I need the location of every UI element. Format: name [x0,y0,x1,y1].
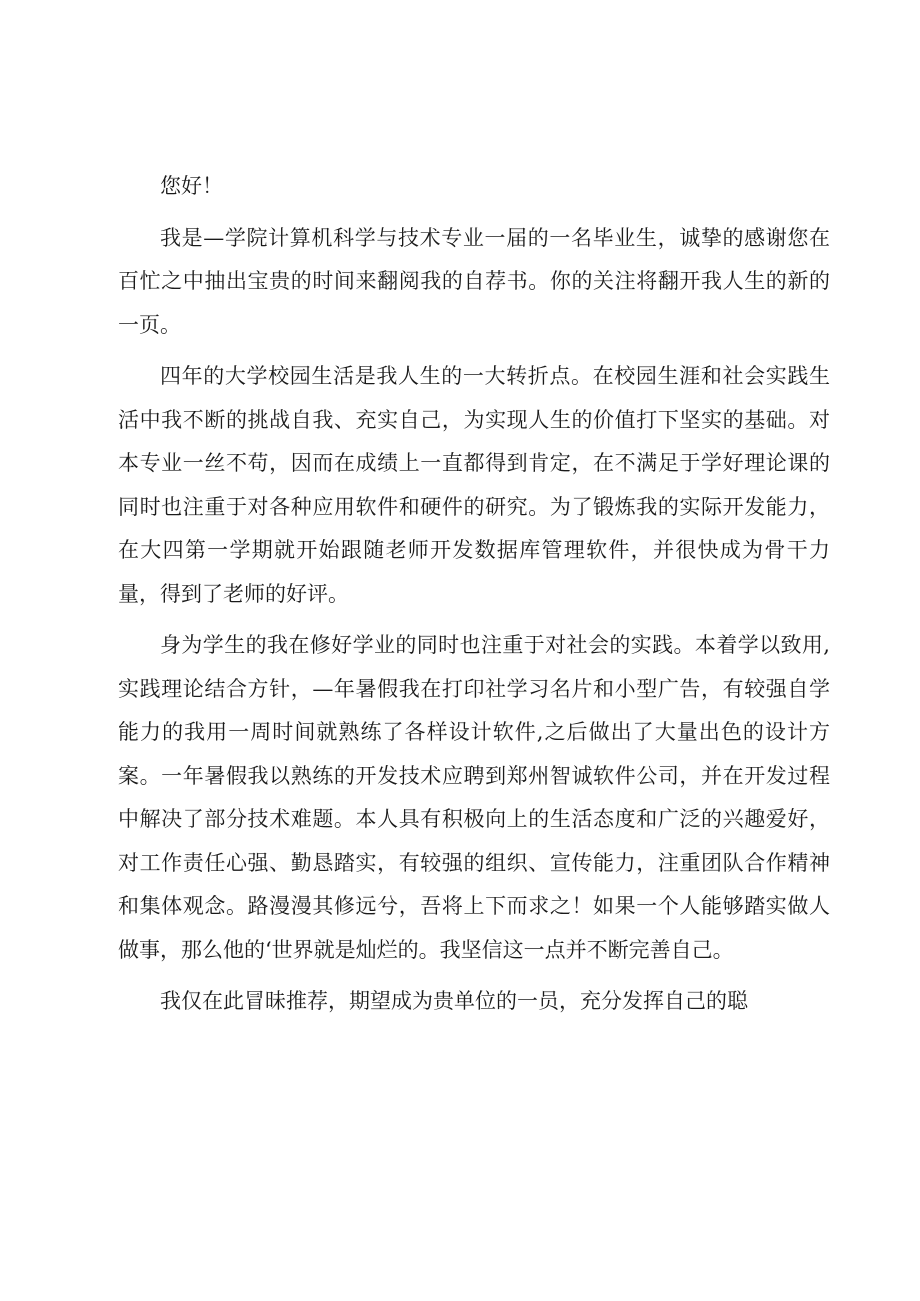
spacer [118,616,830,624]
spacer [118,209,830,217]
paragraph-recommendation: 我仅在此冒昧推荐，期望成为贵单位的一员，充分发挥自己的聪 [160,989,748,1013]
spacer [118,347,830,355]
greeting: 您好！ [160,174,223,198]
paragraph-intro: 我是—学院计算机科学与技术专业一届的一名毕业生，诚挚的感谢您在百忙之中抽出宝贵的时间来翻阅我的自荐书。你的关注将翻开我人生的新的一页。 [118,225,830,337]
letter-body [118,165,830,1024]
paragraph-university-life: 四年的大学校园生活是我人生的一大转折点。在校园生涯和社会实践生活中我不断的挑战自我、充实自己，为实现人生的价值打下坚实的基础。对本专业一丝不苟，因而在成绩上一直都得到肯定，在不满足于学好理论课的同时也注重于对各种应用软件和硬件的研究。为了锻炼我的实际开发能力，在大四第一学期就开始跟随老师开发数据库管理软件，并很快成为骨干力量，得到了老师的好评。 [118,364,830,606]
spacer [118,972,830,980]
paragraph-social-practice: 身为学生的我在修好学业的同时也注重于对社会的实践。本着学以致用,实践理论结合方针，—年暑假我在打印社学习名片和小型广告，有较强自学能力的我用一周时间就熟练了各样设计软件,之后做出了大量出色的设计方案。一年暑假我以熟练的开发技术应聘到郑州智诚软件公司，并在开发过程中解决了部分技术难题。本人具有积极向上的生活态度和广泛的兴趣爱好，对工作责任心强、勤恳踏实，有较强的组织、宣传能力，注重团队合作精神和集体观念。路漫漫其修远兮，吾将上下而求之！如果一个人能够踏实做人做事，那么他的‘世界就是灿烂的。我坚信这一点并不断完善自己。 [118,633,830,962]
